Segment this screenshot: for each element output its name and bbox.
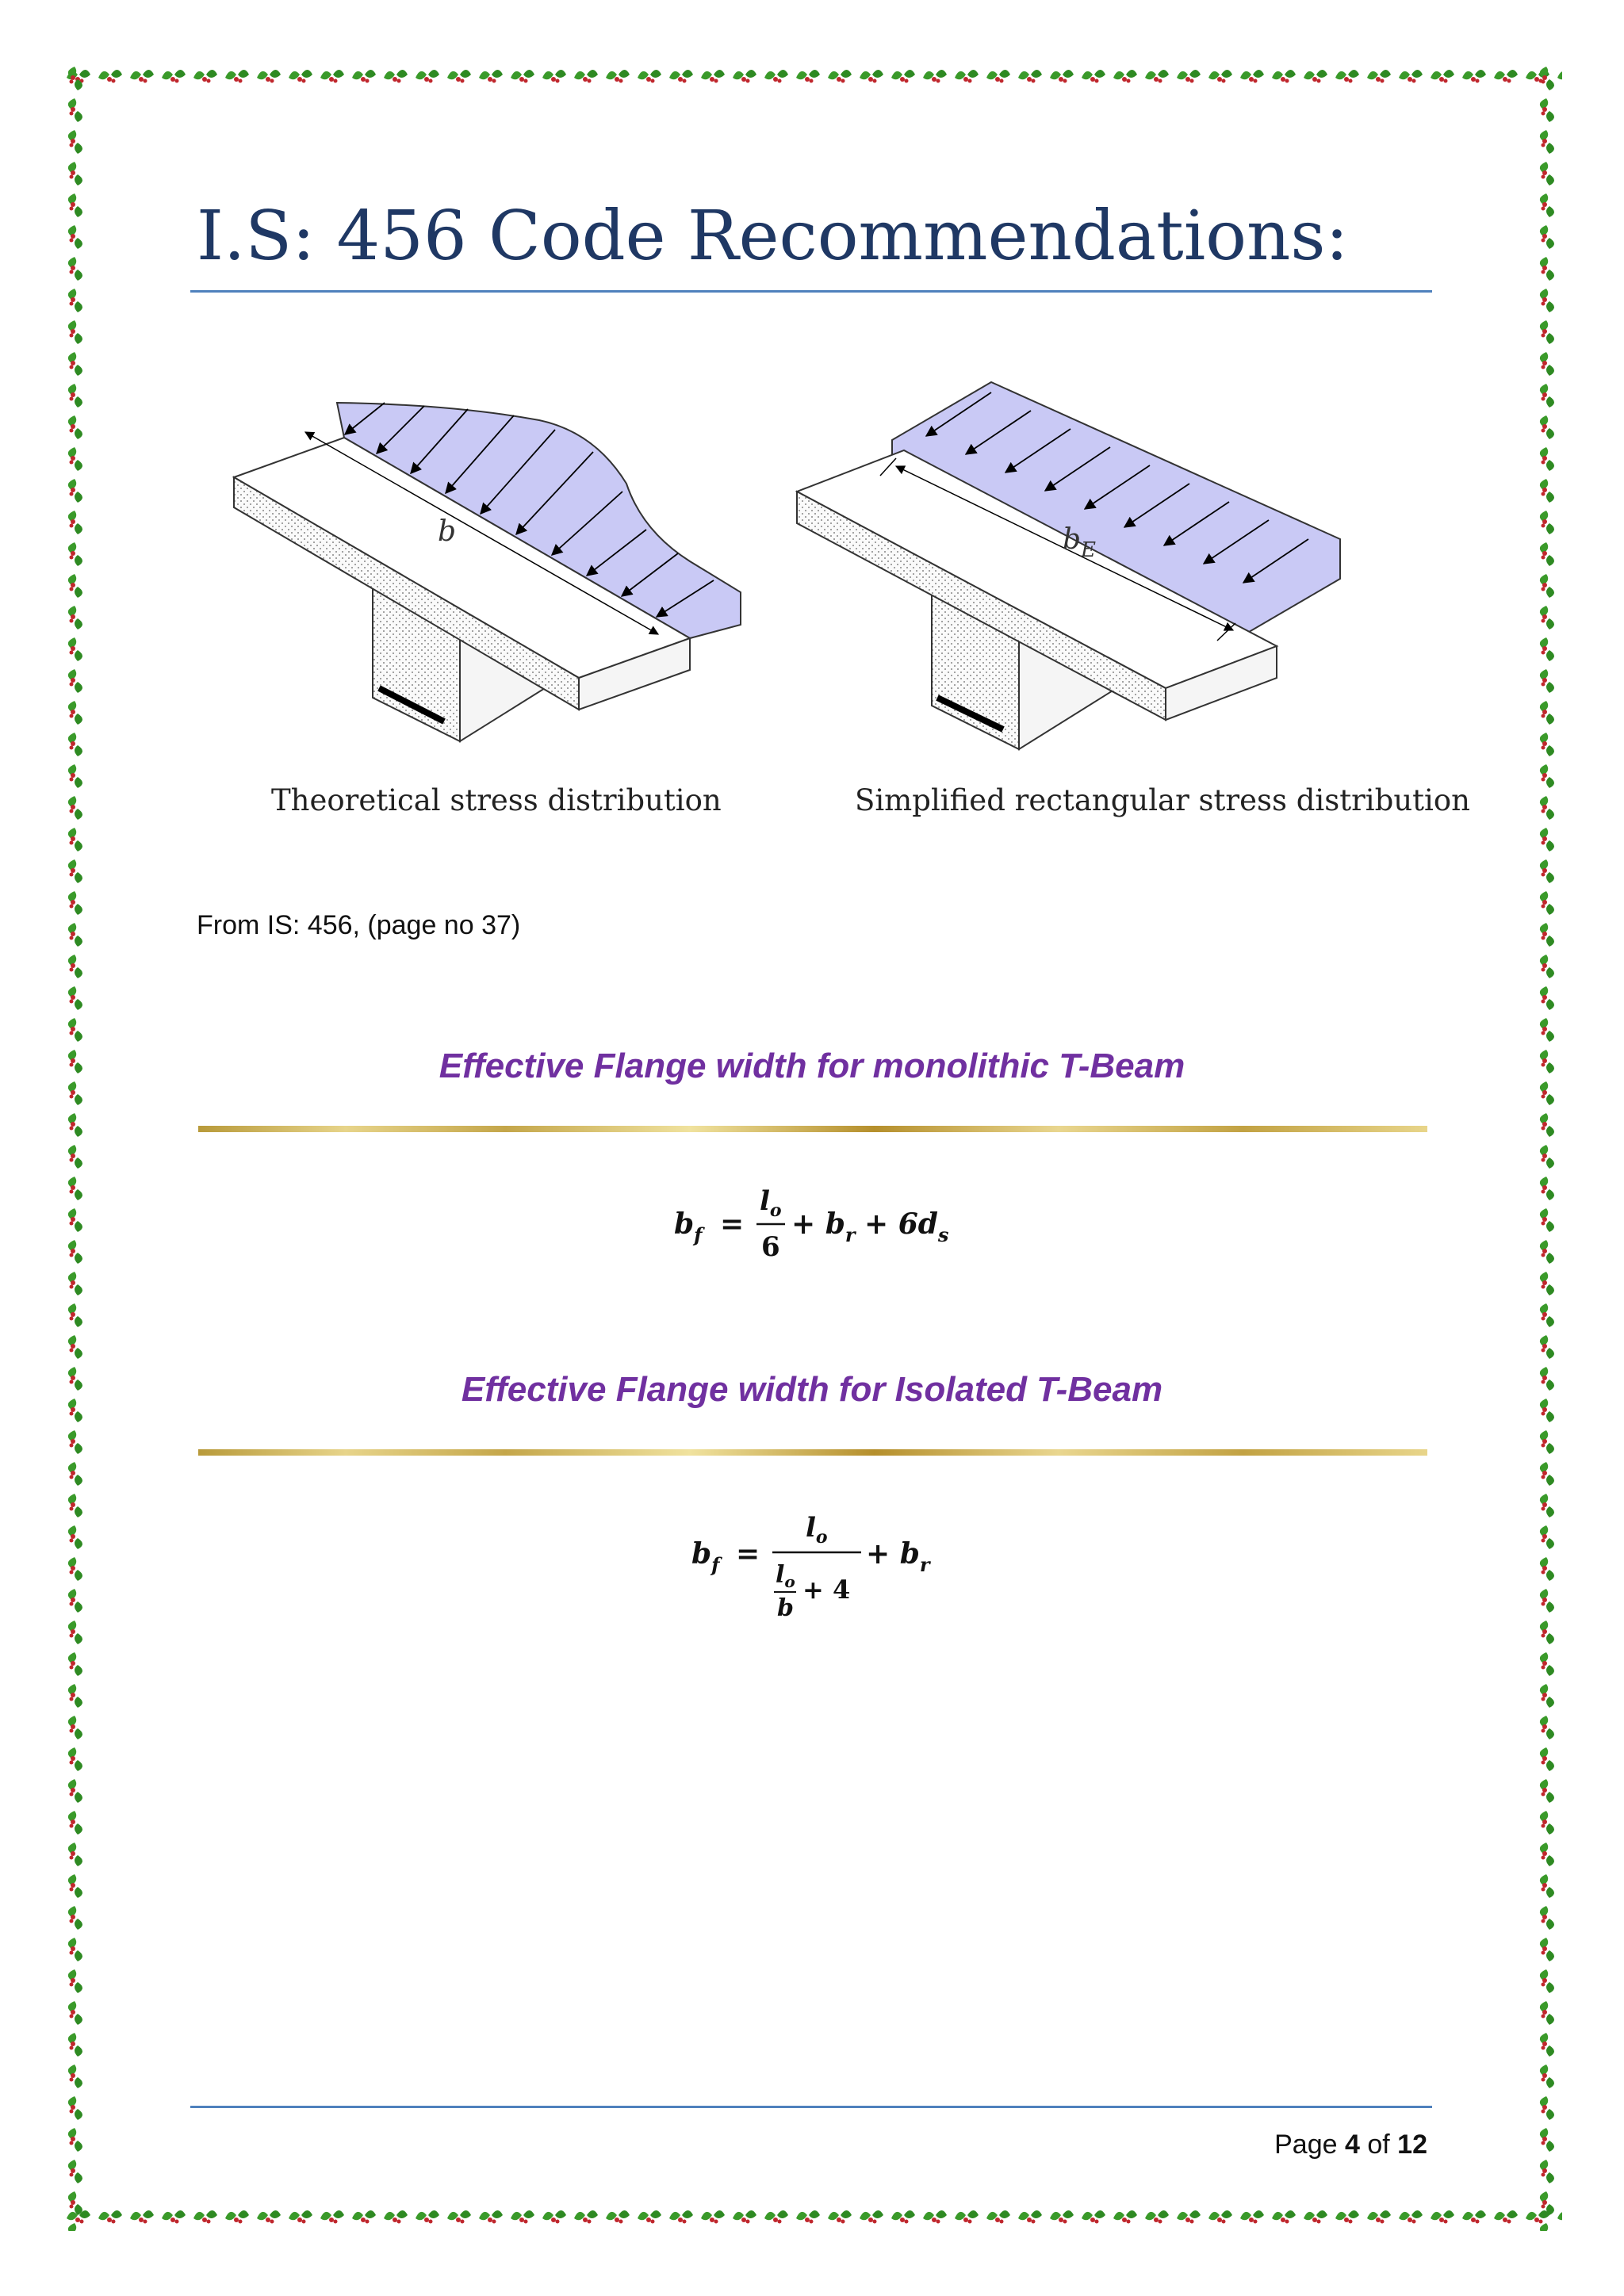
- page-number: Page 4 of 12: [1274, 2130, 1427, 2160]
- svg-text:b: b: [777, 1594, 794, 1622]
- gold-divider-2: [198, 1449, 1427, 1456]
- svg-text:=: =: [736, 1537, 760, 1571]
- simplified-caption: Simplified rectangular stress distribution: [855, 783, 1470, 817]
- svg-text:6: 6: [761, 1231, 780, 1263]
- theoretical-caption: Theoretical stress distribution: [271, 783, 722, 817]
- holly-border-left: [62, 62, 90, 2231]
- svg-text:=: =: [720, 1207, 745, 1241]
- svg-text:+ br: + $b_r$: [866, 1537, 930, 1576]
- svg-text:lo: $l_o$: [760, 1185, 782, 1221]
- simplified-width-label: $b_E$: [1063, 523, 1097, 562]
- theoretical-beam-drawing: [234, 403, 741, 741]
- page-title: I.S: 456 Code Recommendations:: [197, 197, 1349, 276]
- isolated-flange-equation: [690, 1500, 975, 1635]
- monolithic-flange-equation: [672, 1178, 958, 1273]
- holly-border-top: [62, 62, 1562, 90]
- svg-text:lo: $l_o$: [776, 1561, 795, 1591]
- holly-border-bottom: [62, 2202, 1562, 2231]
- title-divider: [190, 290, 1432, 293]
- t-beam-stress-figure: [214, 373, 1435, 840]
- theoretical-width-label: b: [438, 515, 457, 548]
- svg-text:lo: $l_o$: [806, 1512, 828, 1548]
- isolated-heading: Effective Flange width for Isolated T-Beam: [461, 1370, 1163, 1409]
- svg-text:bf: $b_f$: [691, 1537, 720, 1576]
- footer-divider: [190, 2106, 1432, 2108]
- svg-text:+ 4: + 4: [802, 1575, 851, 1605]
- holly-border-right: [1534, 62, 1562, 2231]
- gold-divider-1: [198, 1126, 1427, 1132]
- svg-text:+ 6ds: + $6d_s$: [864, 1207, 949, 1246]
- simplified-beam-drawing: [797, 382, 1340, 749]
- monolithic-heading: Effective Flange width for monolithic T-Beam: [439, 1047, 1185, 1085]
- svg-text:bf: $b_f$: [674, 1207, 703, 1246]
- svg-text:+ br: + $b_r$: [791, 1207, 856, 1246]
- source-note: From IS: 456, (page no 37): [197, 910, 521, 940]
